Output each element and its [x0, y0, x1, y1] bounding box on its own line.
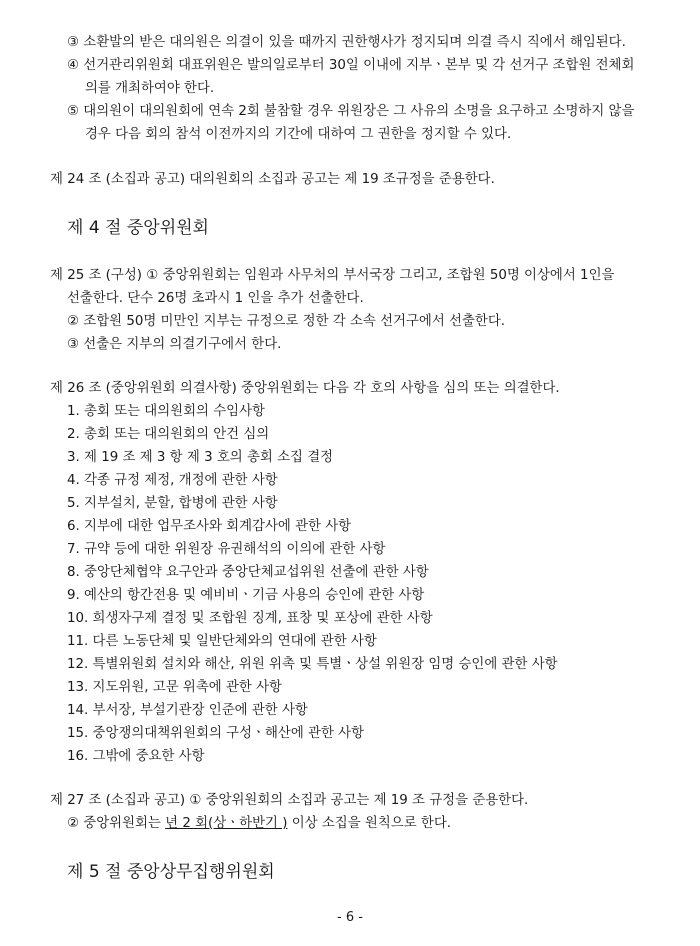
- clause-5-continuation: 경우 다음 회의 참석 이전까지의 기간에 대하여 그 권한을 정지할 수 있다.: [85, 127, 512, 142]
- list-item: 13. 지도위원, 고문 위촉에 관한 사항: [67, 680, 282, 695]
- article-26-title: 제 26 조 (중앙위원회 의결사항) 중앙위원회는 다음 각 호의 사항을 심의 또는 의결한다.: [50, 381, 560, 396]
- list-item: 6. 지부에 대한 업무조사와 회계감사에 관한 사항: [67, 519, 352, 534]
- section-4-heading: 제 4 절 중앙위원회: [67, 218, 209, 238]
- list-item: 14. 부서장, 부설기관장 인준에 관한 사항: [67, 703, 308, 718]
- clause-4-election-committee: ④ 선거관리위원회 대표위원은 발의일로부터 30일 이내에 지부ㆍ본부 및 각 선거구 조합원 전체회: [67, 58, 635, 73]
- article-25-line-1: 제 25 조 (구성) ① 중앙위원회는 임원과 사무처의 부서국장 그리고, 조합원 50명 이상에서 1인을: [50, 268, 615, 283]
- list-item: 3. 제 19 조 제 3 항 제 3 호의 총회 소집 결정: [67, 450, 334, 465]
- article-25-line-2: 선출한다. 단수 26명 초과시 1 인을 추가 선출한다.: [67, 291, 364, 306]
- clause-5-absence: ⑤ 대의원이 대의원회에 연속 2회 불참할 경우 위원장은 그 사유의 소명을 요구하고 소명하지 않을: [67, 104, 635, 119]
- clause-3-recall: ③ 소환발의 받은 대의원은 의결이 있을 때까지 권한행사가 정지되며 의결 즉시 직에서 해임된다.: [67, 35, 626, 50]
- clause-4-continuation: 의를 개최하여야 한다.: [85, 81, 215, 96]
- article-25-clause-3: ③ 선출은 지부의 의결기구에서 한다.: [67, 337, 282, 352]
- article-27-underlined: 년 2 회(상ㆍ하반기 ): [165, 816, 288, 831]
- list-item: 4. 각종 규정 제정, 개정에 관한 사항: [67, 473, 278, 488]
- list-item: 12. 특별위원회 설치와 해산, 위원 위촉 및 특별ㆍ상설 위원장 임명 승인에 관한 사항: [67, 657, 558, 672]
- list-item: 8. 중앙단체협약 요구안과 중앙단체교섭위원 선출에 관한 사항: [67, 565, 429, 580]
- article-25-clause-2: ② 조합원 50명 미만인 지부는 규정으로 정한 각 소속 선거구에서 선출한다.: [67, 314, 506, 329]
- page-number: - 6 -: [337, 910, 363, 925]
- list-item: 15. 중앙쟁의대책위원회의 구성ㆍ해산에 관한 사항: [67, 726, 365, 741]
- list-item: 9. 예산의 항간전용 및 예비비ㆍ기금 사용의 승인에 관한 사항: [67, 588, 425, 603]
- article-27-clause-2: [67, 815, 451, 833]
- list-item: 1. 총회 또는 대의원회의 수임사항: [67, 404, 265, 419]
- list-item: 16. 그밖에 중요한 사항: [67, 749, 205, 764]
- list-item: 5. 지부설치, 분할, 합병에 관한 사항: [67, 496, 278, 511]
- article-27-line-1: 제 27 조 (소집과 공고) ① 중앙위원회의 소집과 공고는 제 19 조 규정을 준용한다.: [50, 793, 529, 808]
- list-item: 7. 규약 등에 대한 위원장 유권해석의 이의에 관한 사항: [67, 542, 386, 557]
- article-27-text-a: ② 중앙위원회는: [67, 816, 166, 831]
- list-item: 11. 다른 노동단체 및 일반단체와의 연대에 관한 사항: [67, 634, 377, 649]
- list-item: 10. 희생자구제 결정 및 조합원 징계, 표창 및 포상에 관한 사항: [67, 611, 433, 626]
- article-27-text-b: 이상 소집을 원칙으로 한다.: [287, 816, 452, 831]
- list-item: 2. 총회 또는 대의원회의 안건 심의: [67, 427, 270, 442]
- section-5-heading: 제 5 절 중앙상무집행위원회: [67, 862, 275, 882]
- article-24: 제 24 조 (소집과 공고) 대의원회의 소집과 공고는 제 19 조규정을 준용한다.: [50, 172, 495, 187]
